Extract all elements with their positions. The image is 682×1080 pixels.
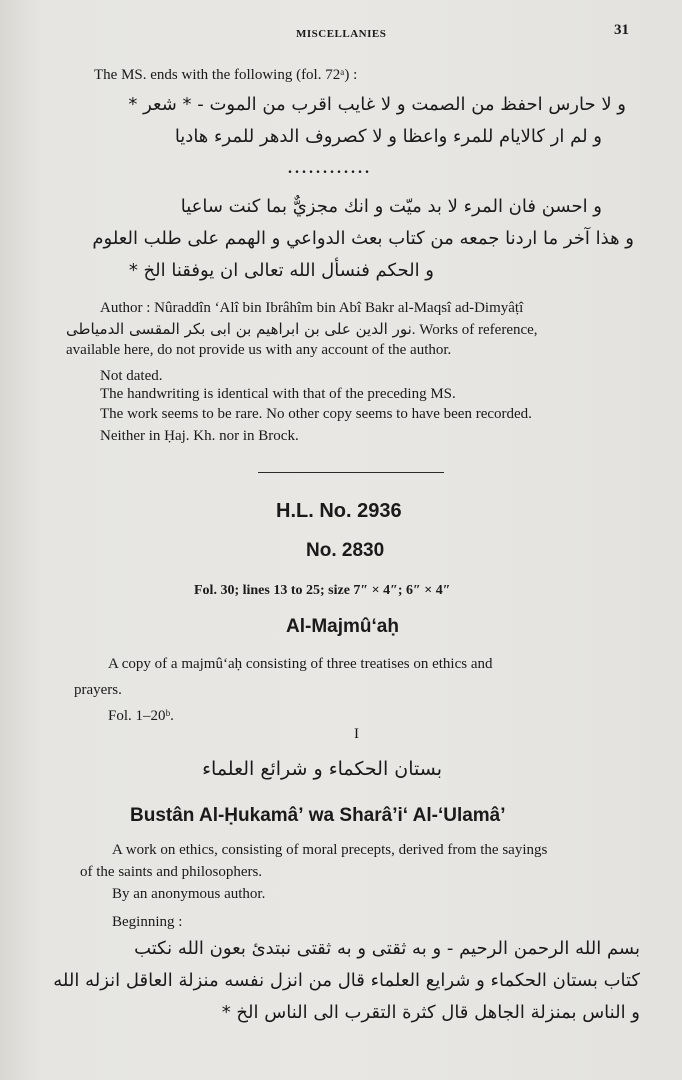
treatise-title: Bustân Al-Ḥukamâʼ wa Sharâʼiʻ Al-ʻUlamâʼ xyxy=(130,805,506,826)
treatise-arabic-title: بستان الحكماء و شرائع العلماء xyxy=(202,758,442,780)
running-title: MISCELLANIES xyxy=(296,28,387,40)
beginning-arabic-line-1: بسم الله الرحمن الرحيم - و به ثقتى و به ثقتى نبتدئ بعون الله نكتب xyxy=(134,938,640,959)
description-line-2: prayers. xyxy=(74,682,122,698)
work-title: Al-Majmûʻaḥ xyxy=(286,616,399,637)
arabic-poem-line-2: و لم ار كالايام للمرء واعظا و لا كصروف الدهر للمرء هاديا xyxy=(174,126,602,147)
ellipsis-dots: ............ xyxy=(288,160,372,177)
beginning-arabic-line-3: و الناس بمنزلة الجاهل قال كثرة التقرب الى الناس الخ * xyxy=(221,1002,640,1023)
author-arabic-line xyxy=(66,320,538,339)
not-dated: Not dated. xyxy=(100,368,163,384)
work-description-line-2: of the saints and philosophers. xyxy=(80,864,263,880)
arabic-closing-line-1: و هذا آخر ما اردنا جمعه من كتاب بعث الدواعي و الهمم على طلب العلوم xyxy=(92,228,634,249)
page-number: 31 xyxy=(614,22,629,38)
ms-number: No. 2830 xyxy=(306,540,385,561)
handwriting-note: The handwriting is identical with that of the preceding MS. xyxy=(100,386,456,402)
ms-ending-intro: The MS. ends with the following (fol. 72ᵃ) : xyxy=(94,67,358,83)
rarity-note: The work seems to be rare. No other copy seems to have been recorded. xyxy=(100,406,532,422)
author-note: available here, do not provide us with any account of the author. xyxy=(66,342,452,358)
anonymous-author: By an anonymous author. xyxy=(112,886,266,902)
section-divider xyxy=(258,472,444,473)
folio-info: Fol. 30; lines 13 to 25; size 7″ × 4″; 6″ × 4″ xyxy=(194,583,451,598)
works-of-reference: . Works of reference, xyxy=(411,322,538,338)
references-note: Neither in Ḥaj. Kh. nor in Brock. xyxy=(100,428,299,444)
author-line: Author : Nûraddîn ʻAlî bin Ibrâhîm bin Abî Bakr al-Maqsî ad-Dimyâṭî xyxy=(100,300,524,316)
arabic-closing-line-2: و الحكم فنسأل الله تعالى ان يوفقنا الخ * xyxy=(128,260,434,281)
beginning-label: Beginning : xyxy=(112,914,183,930)
treatise-number: I xyxy=(354,726,359,742)
beginning-arabic-line-2: كتاب بستان الحكماء و شرايع العلماء قال من انزل نفسه منزلة العاقل انزله الله xyxy=(53,970,640,991)
author-arabic-name: نور الدين على بن ابراهيم بن ابى بكر المقسى الدمياطى xyxy=(66,320,412,338)
work-description-line-1: A work on ethics, consisting of moral precepts, derived from the sayings xyxy=(112,842,548,858)
hl-number: H.L. No. 2936 xyxy=(276,500,402,522)
arabic-poem-line-1: و لا حارس احفظ من الصمت و لا غايب اقرب من الموت - * شعر * xyxy=(128,94,626,115)
arabic-poem-line-3: و احسن فان المرء لا بد ميّت و انك مجزيٌّ بما كنت ساعيا xyxy=(180,196,602,217)
description-line-1: A copy of a majmûʻaḥ consisting of three treatises on ethics and xyxy=(108,656,493,672)
folio-range: Fol. 1–20ᵇ. xyxy=(108,708,174,724)
